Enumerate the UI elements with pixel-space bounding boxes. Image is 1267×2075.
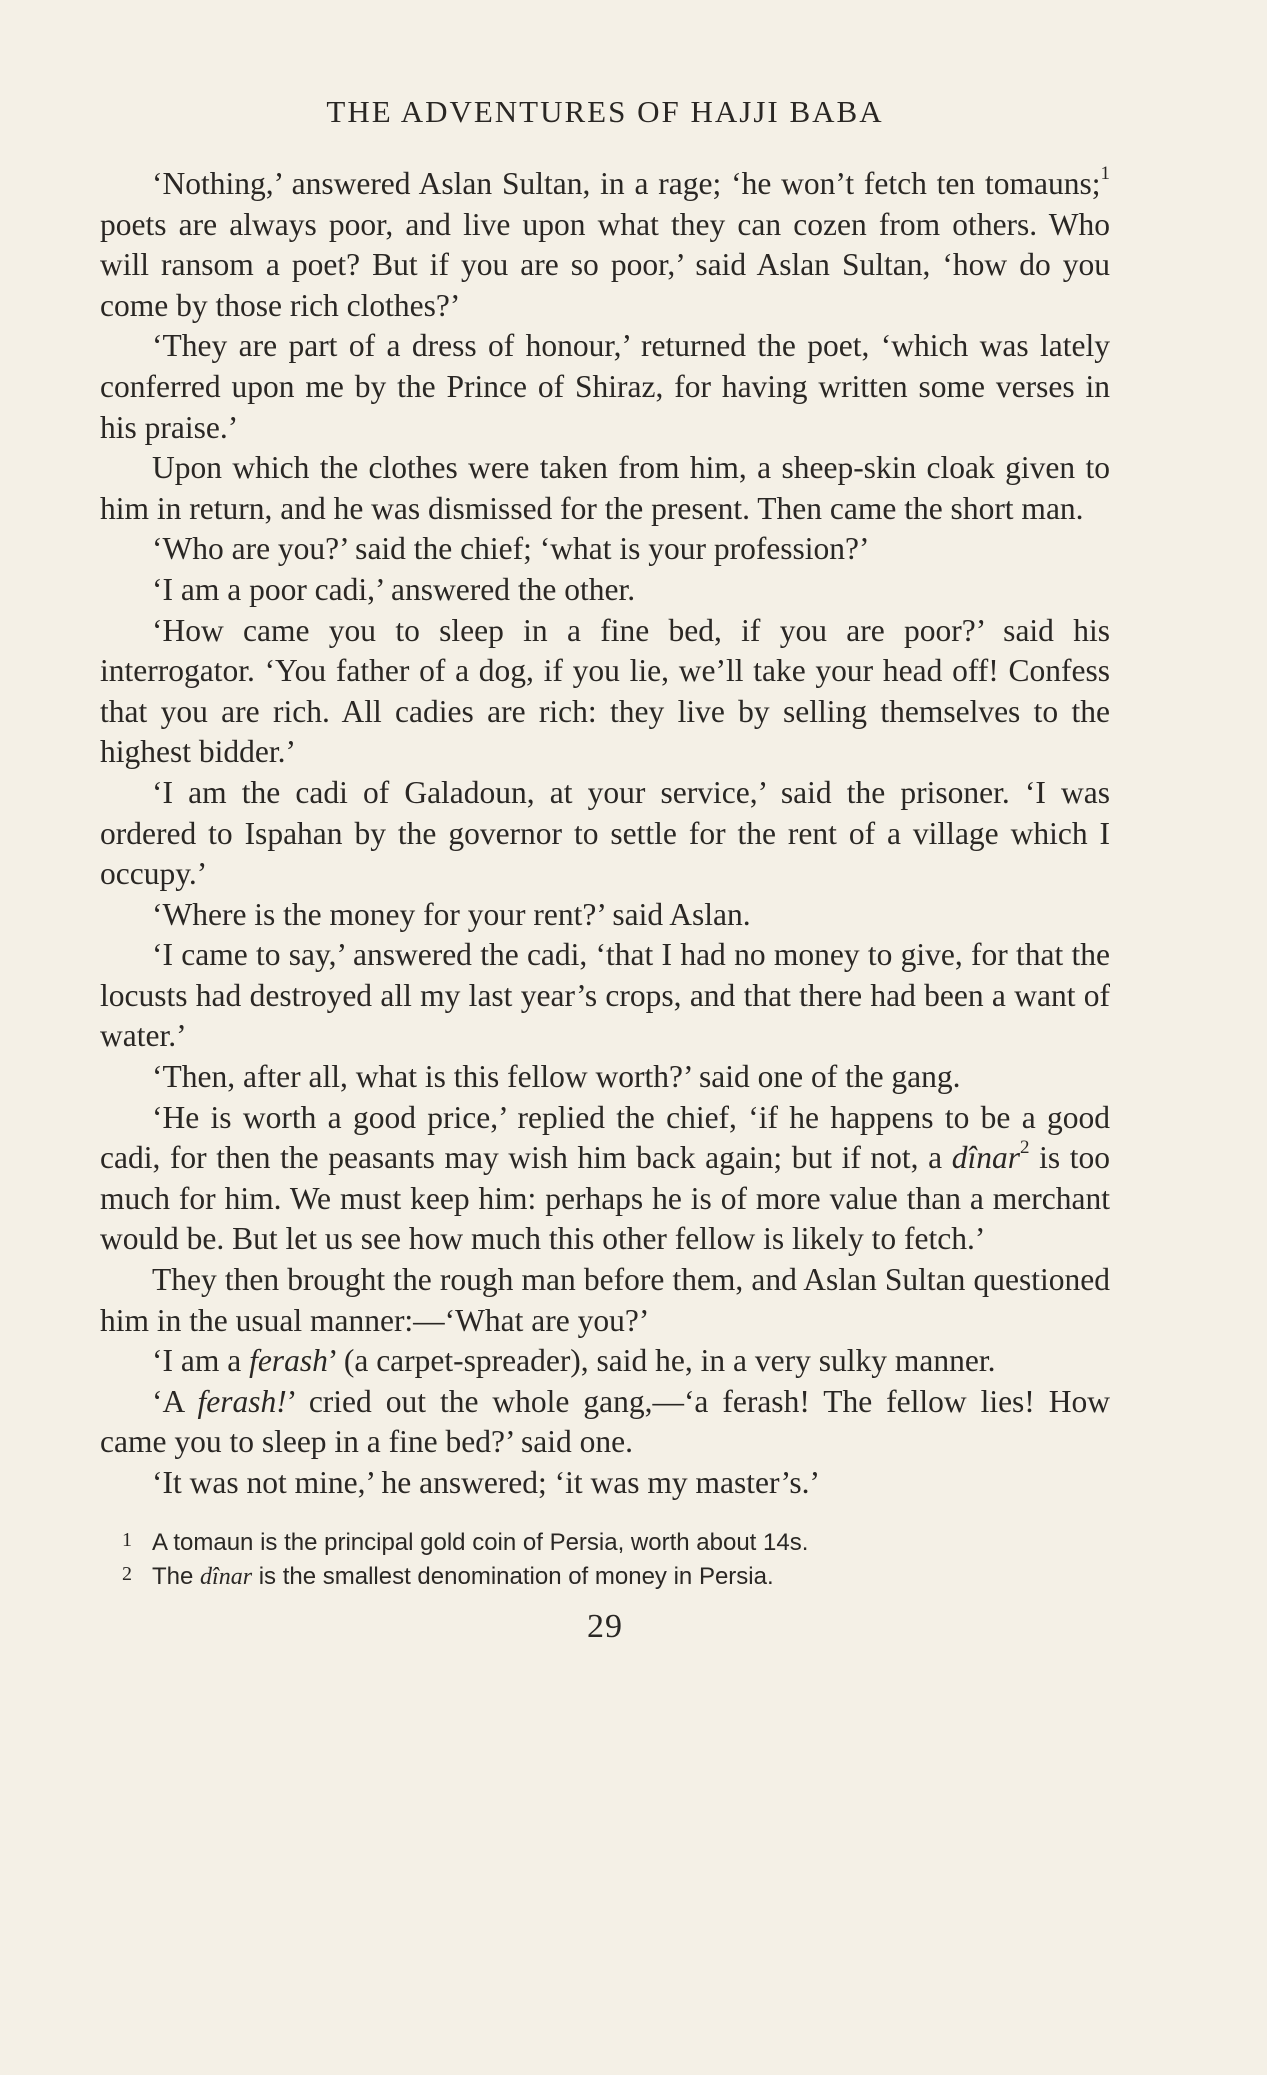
footnote-number: 1 xyxy=(122,1528,132,1551)
text-run: ‘I am a poor cadi,’ answered the other. xyxy=(152,571,636,607)
text-run: Upon which the clothes were taken from him, a sheep-skin cloak given to him in return, and he was dismissed for the present. Then came the short man. xyxy=(100,450,1110,526)
paragraph xyxy=(100,773,1110,895)
italic-term: ferash xyxy=(249,1343,328,1379)
text-run: ’ (a carpet-spreader), said he, in a very sulky manner. xyxy=(327,1343,996,1379)
paragraph xyxy=(100,611,1110,773)
paragraph xyxy=(100,1057,1110,1098)
text-run: is the smallest denomination of money in Persia. xyxy=(252,1562,774,1590)
page-number: 29 xyxy=(587,1607,623,1645)
paragraph xyxy=(100,895,1110,936)
text-run: ‘How came you to sleep in a fine bed, if you are poor?’ said his interrogator. ‘You father of a dog, if you lie, we’ll take your head off! Confess that you are rich. All cadies are rich: they live by selling themselves to the highest bidder.’ xyxy=(100,612,1110,770)
paragraph xyxy=(100,570,1110,611)
text-run: A tomaun is the principal gold coin of Persia, worth about 14s. xyxy=(152,1528,809,1556)
paragraph xyxy=(100,448,1110,529)
text-run: ‘He is worth a good price,’ replied the chief, ‘if he happens to be a good cadi, for then the peasants may wish him back again; but if not, a xyxy=(100,1099,1110,1176)
footnote xyxy=(100,1526,1110,1560)
footnote xyxy=(100,1560,1110,1594)
paragraph xyxy=(100,529,1110,570)
paragraph xyxy=(100,935,1110,1057)
text-run: ‘I am the cadi of Galadoun, at your service,’ said the prisoner. ‘I was ordered to Ispahan by the governor to settle for the rent of a village which I occupy.’ xyxy=(100,774,1110,892)
paragraph xyxy=(100,1098,1110,1260)
body-text xyxy=(100,164,1110,1504)
book-page xyxy=(100,88,1110,1646)
footnote-number: 2 xyxy=(122,1562,132,1585)
paragraph xyxy=(100,1260,1110,1341)
italic-term: dînar xyxy=(951,1140,1021,1176)
footnote-marker: 2 xyxy=(1020,1136,1030,1158)
text-run: ’ cried out the whole gang,—‘a ferash! The fellow lies! How came you to sleep in a fine bed?’ said one. xyxy=(100,1383,1111,1460)
text-run: ‘It was not mine,’ he answered; ‘it was my master’s.’ xyxy=(152,1465,821,1500)
italic-term: ferash! xyxy=(197,1383,287,1419)
text-run: The xyxy=(152,1562,201,1590)
paragraph xyxy=(100,164,1110,326)
text-run: They then brought the rough man before them, and Aslan Sultan questioned him in the usual manner:—‘What are you?’ xyxy=(100,1262,1110,1338)
paragraph xyxy=(100,1341,1110,1382)
text-run: ‘A xyxy=(152,1383,198,1419)
text-run: ‘Nothing,’ answered Aslan Sultan, in a rage; ‘he won’t fetch ten tomauns; xyxy=(152,166,1101,201)
italic-term: dînar xyxy=(200,1563,253,1590)
running-head: THE ADVENTURES OF HAJJI BABA xyxy=(326,94,884,129)
paragraph xyxy=(100,1382,1110,1463)
text-run: ‘I am a xyxy=(152,1343,250,1379)
text-run: ‘Where is the money for your rent?’ said Aslan. xyxy=(152,896,751,932)
text-run: ‘They are part of a dress of honour,’ returned the poet, ‘which was lately conferred upon me by the Prince of Shiraz, for having written some verses in his praise.’ xyxy=(100,328,1110,445)
text-run: ‘I came to say,’ answered the cadi, ‘that I had no money to give, for that the locusts had destroyed all my last year’s crops, and that there had been a want of water.’ xyxy=(100,937,1110,1054)
footnote-marker: 1 xyxy=(1100,162,1110,184)
text-run: is too much for him. We must keep him: perhaps he is of more value than a merchant would be. But let us see how much this other fellow is likely to fetch.’ xyxy=(100,1140,1110,1257)
paragraph xyxy=(100,1463,1110,1504)
text-run: ‘Who are you?’ said the chief; ‘what is your profession?’ xyxy=(152,531,870,567)
paragraph xyxy=(100,326,1110,448)
text-run: ‘Then, after all, what is this fellow worth?’ said one of the gang. xyxy=(152,1059,961,1095)
text-run: poets are always poor, and live upon what they can cozen from others. Who will ransom a poet? But if you are so poor,’ said Aslan Sultan, ‘how do you come by those rich clothes?’ xyxy=(100,206,1110,323)
footnotes xyxy=(100,1526,1110,1594)
